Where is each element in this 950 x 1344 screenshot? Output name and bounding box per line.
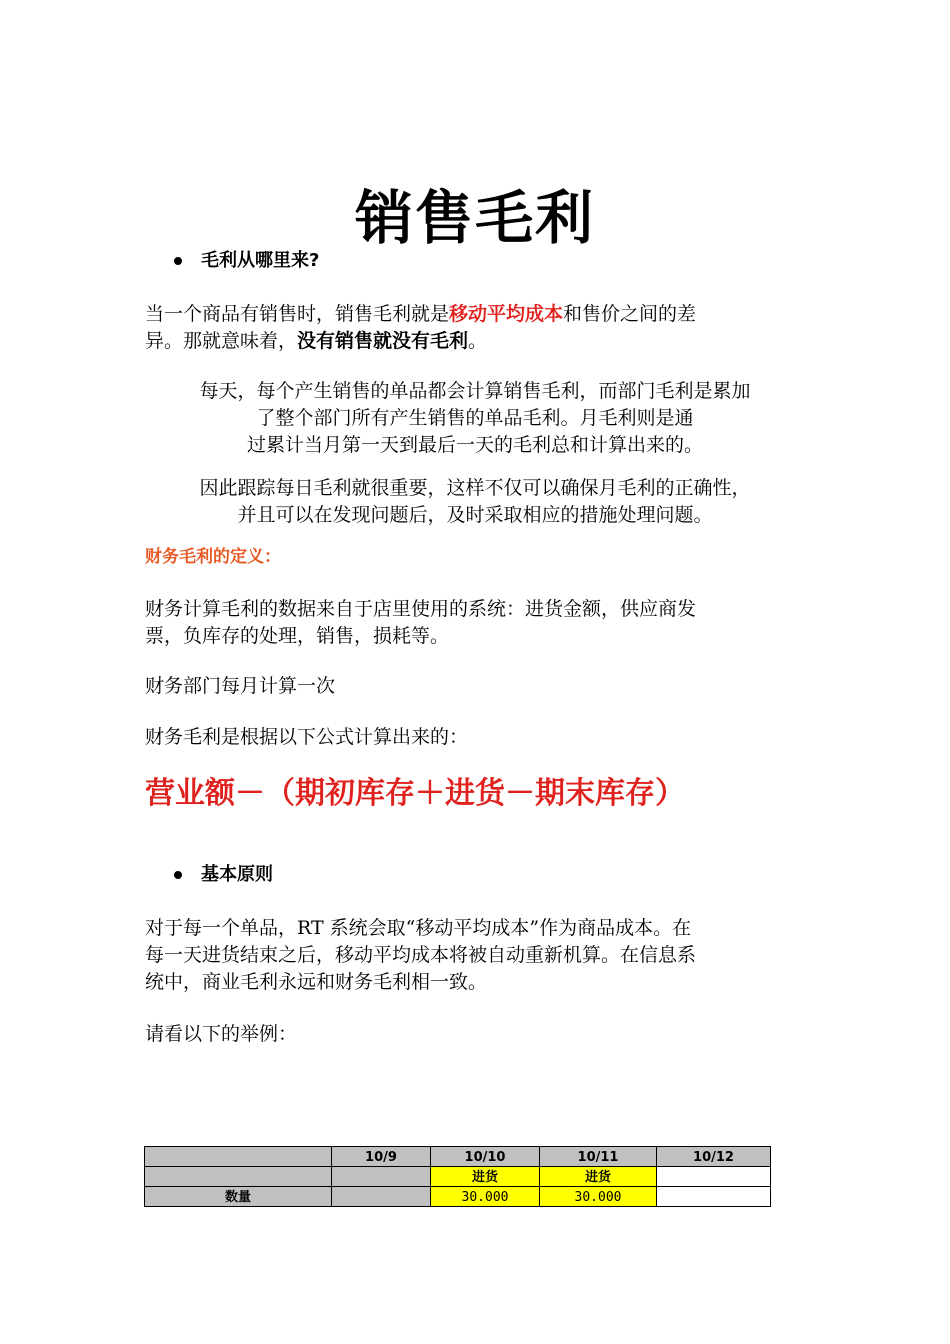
bullet-heading-margin-origin: 毛利从哪里来? (201, 250, 320, 271)
paragraph-financial-data (145, 596, 810, 650)
para2-line: 了整个部门所有产生销售的单品毛利。月毛利则是通 (256, 407, 694, 429)
para1-text: 和售价之间的差 (563, 303, 697, 325)
bullet-icon (174, 257, 182, 265)
paragraph-formula-intro: 财务毛利是根据以下公式计算出来的： (145, 726, 469, 748)
table-cell (332, 1187, 431, 1207)
table-row (145, 1187, 771, 1207)
page-title: 销售毛利 (354, 184, 595, 252)
quantity-cell: 30.000 (431, 1187, 540, 1207)
table-cell (145, 1167, 332, 1187)
purchase-cell: 进货 (540, 1167, 657, 1187)
para4-line: 财务计算毛利的数据来自于店里使用的系统：进货金额，供应商发 (145, 598, 697, 620)
moving-average-cost-highlight: 移动平均成本 (449, 303, 564, 325)
purchase-cell: 进货 (431, 1167, 540, 1187)
para4-line: 票，负库存的处理，销售，损耗等。 (145, 625, 450, 647)
para7-line: 每一天进货结束之后，移动平均成本将被自动重新机算。在信息系 (145, 944, 697, 966)
example-table (144, 1146, 771, 1207)
table-cell (657, 1167, 771, 1187)
para7-line: 统中，商业毛利永远和财务毛利相一致。 (145, 971, 488, 993)
para1-text: 。 (468, 330, 488, 352)
table-cell (657, 1187, 771, 1207)
paragraph-monthly: 财务部门每月计算一次 (145, 675, 336, 697)
paragraph-margin-origin (145, 301, 810, 355)
para1-text: 当一个商品有销售时，销售毛利就是 (145, 303, 450, 325)
bullet-heading-principles: 基本原则 (201, 864, 273, 885)
para1-text: 异。那就意味着， (145, 330, 298, 352)
para2-line: 过累计当月第一天到最后一天的毛利总和计算出来的。 (246, 434, 703, 456)
table-cell (145, 1147, 332, 1167)
no-sales-no-margin-bold: 没有销售就没有毛利 (297, 330, 469, 352)
paragraph-example-intro: 请看以下的举例： (145, 1023, 298, 1045)
para7-line: 对于每一个单品，RT 系统会取“移动平均成本”作为商品成本。在 (145, 917, 692, 939)
margin-formula: 营业额－（期初库存＋进货－期末库存） (145, 776, 685, 811)
date-header: 10/10 (431, 1147, 540, 1167)
table-row (145, 1147, 771, 1167)
table-row (145, 1167, 771, 1187)
date-header: 10/9 (332, 1147, 431, 1167)
quantity-cell: 30.000 (540, 1187, 657, 1207)
section-heading-financial-margin: 财务毛利的定义： (145, 547, 281, 567)
para3-line: 并且可以在发现问题后，及时采取相应的措施处理问题。 (237, 504, 713, 526)
bullet-icon (174, 871, 182, 879)
table-cell (332, 1167, 431, 1187)
quantity-label: 数量 (145, 1187, 332, 1207)
paragraph-tracking (140, 475, 810, 529)
paragraph-basic-principle (145, 915, 810, 996)
para3-line: 因此跟踪每日毛利就很重要，这样不仅可以确保月毛利的正确性， (199, 477, 751, 499)
date-header: 10/11 (540, 1147, 657, 1167)
date-header: 10/12 (657, 1147, 771, 1167)
paragraph-daily-margin (140, 378, 810, 459)
para2-line: 每天，每个产生销售的单品都会计算销售毛利，而部门毛利是累加 (199, 380, 751, 402)
